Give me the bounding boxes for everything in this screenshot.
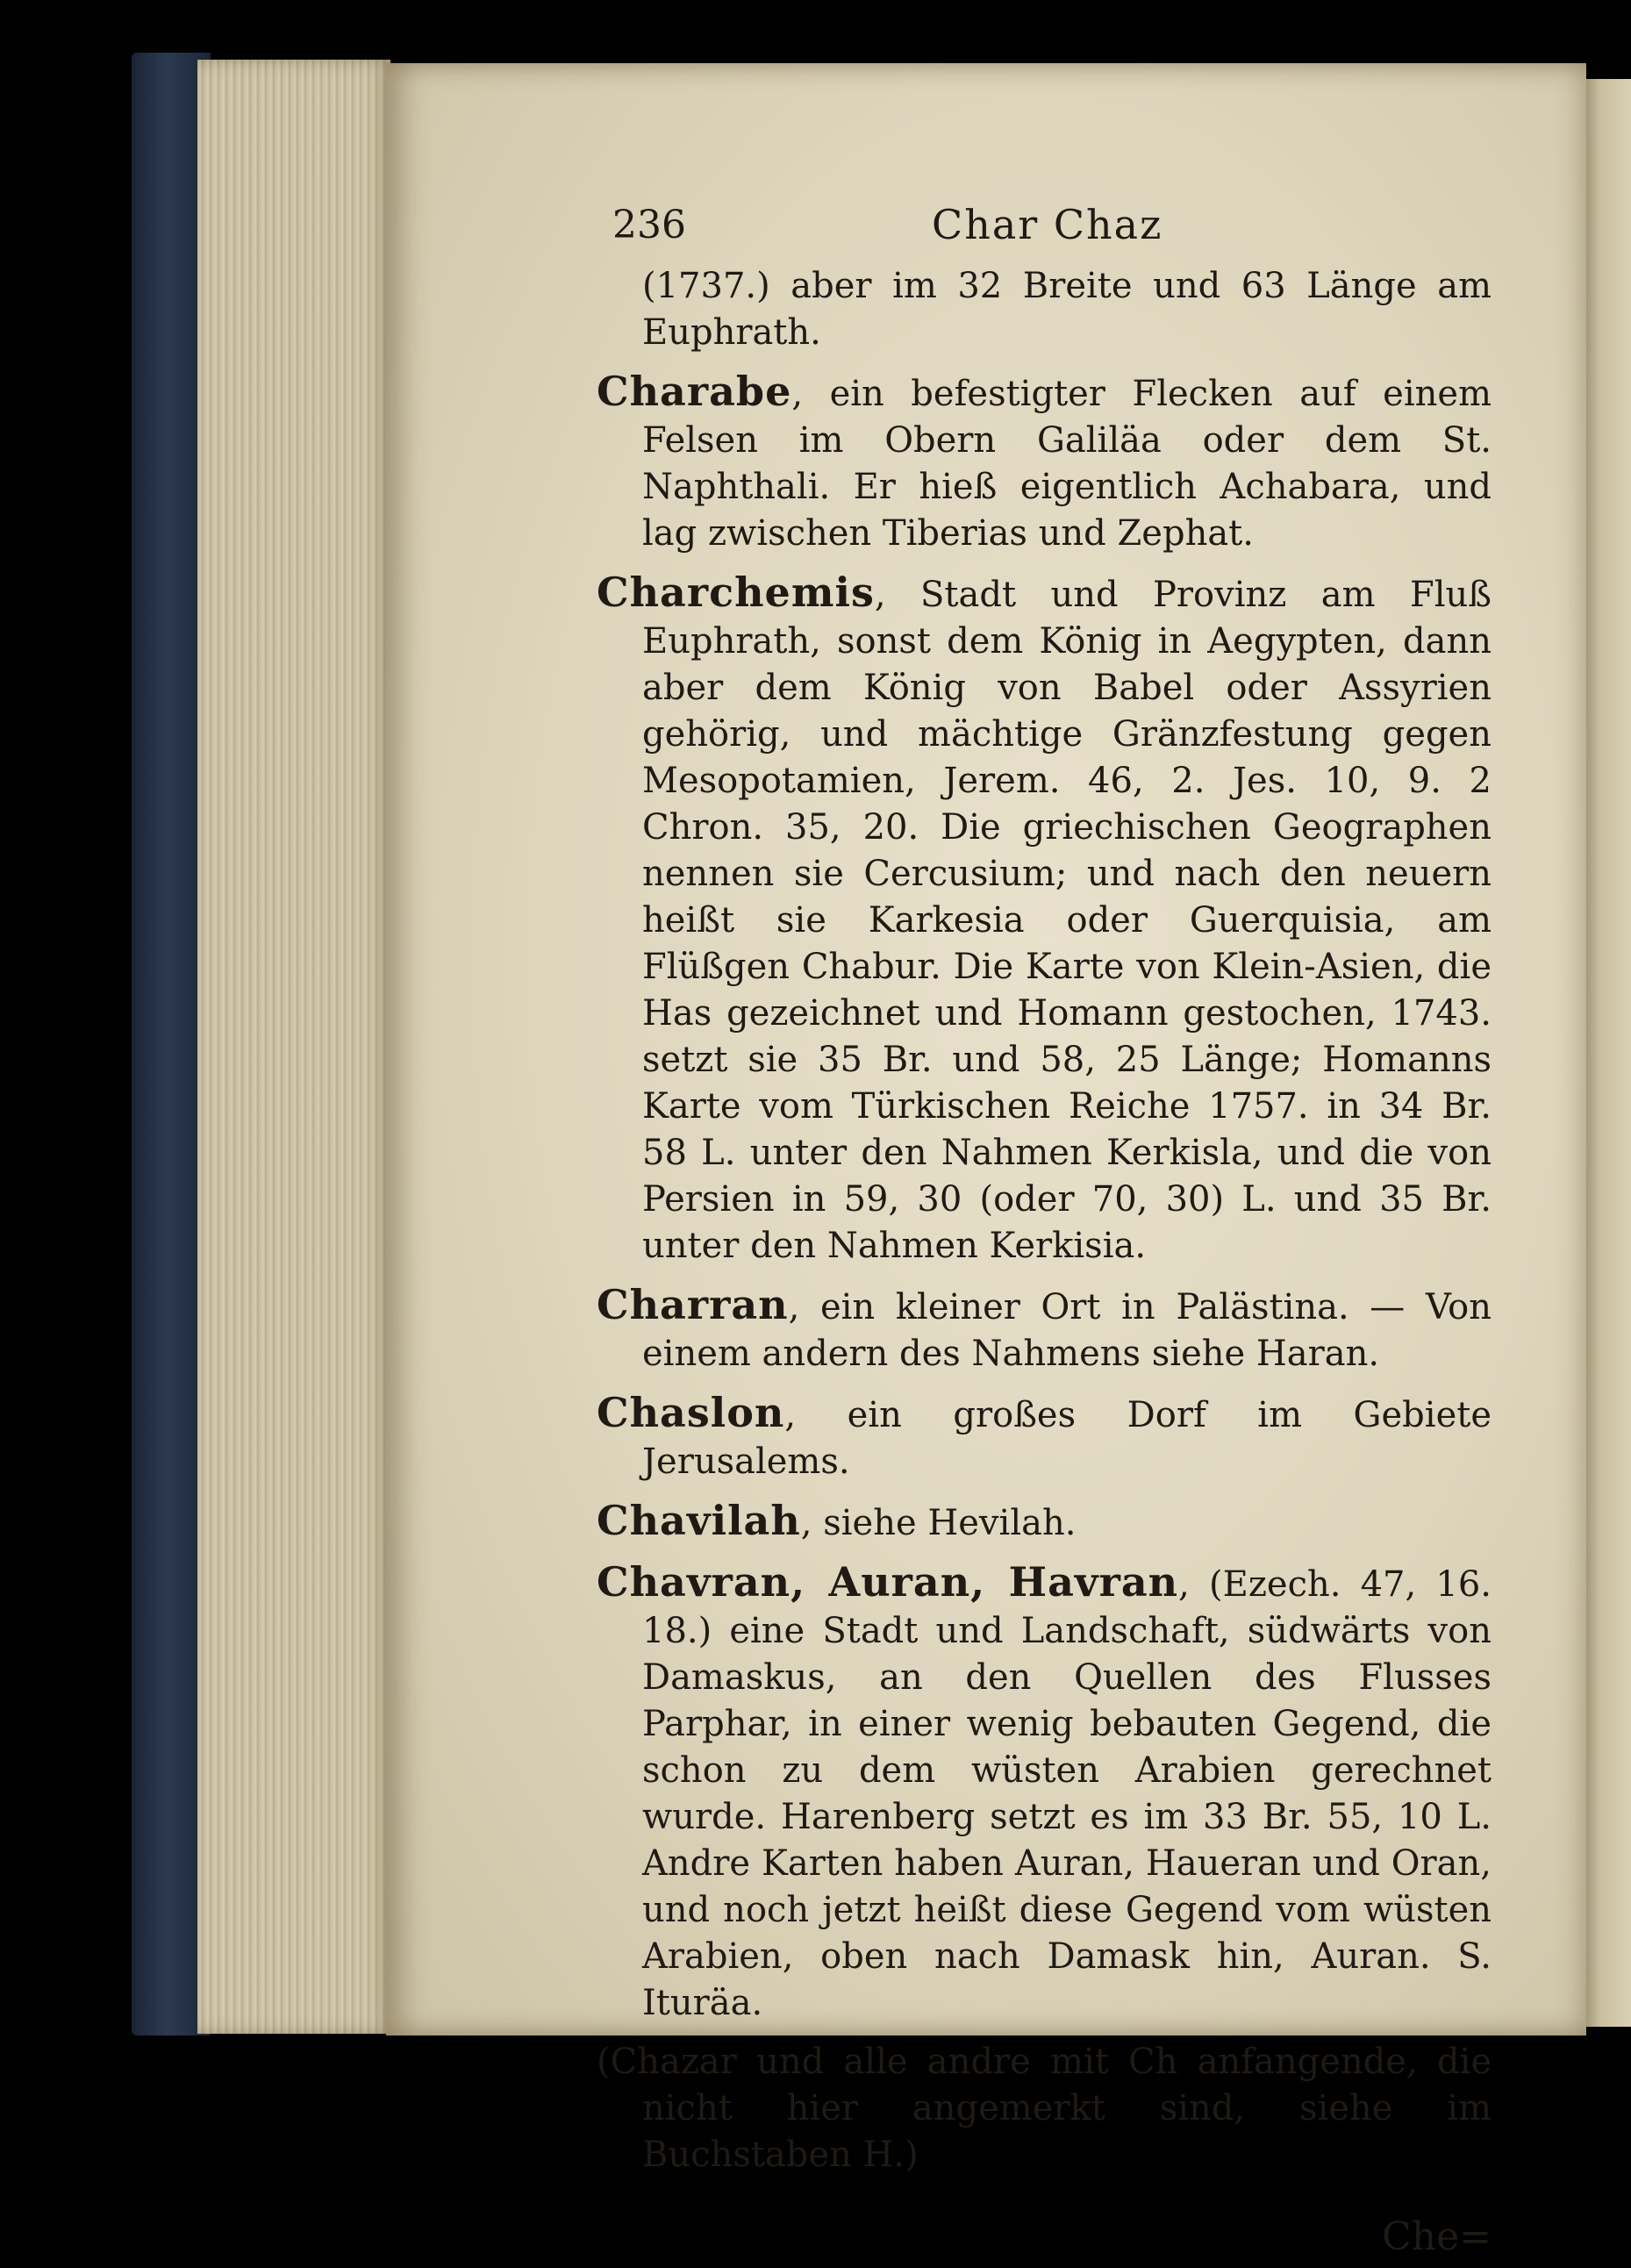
closing-note: (Chazar und alle andre mit Ch anfangende, die nicht hier angemerkt sind, siehe im Buchstaben H.) <box>597 2042 1492 2175</box>
page-number: 236 <box>612 203 686 247</box>
catchword: Che= <box>1382 2214 1492 2259</box>
entry-text: , ein kleiner Ort in Palästina. — Von einem andern des Nahmens siehe Haran. <box>642 1287 1492 1374</box>
running-head: Char Chaz <box>932 201 1163 248</box>
entry-text: , siehe Hevilah. <box>800 1503 1077 1543</box>
entry-lemma: Charchemis <box>597 569 875 616</box>
entry-text: , (Ezech. 47, 16. 18.) eine Stadt und Landschaft, südwärts von Damaskus, an den Quellen des Flusses Parphar, in einer wenig bebauten Gegend, die schon zu dem wüsten Arabien gerechnet wurde. Harenberg setzt es im 33 Br. 55, 10 L. Andre Karten haben Auran, Haueran und Oran, und noch jetzt heißt diese Gegend vom wüsten Arabien, oben nach Damask hin, Auran. S. Ituräa. <box>642 1564 1492 2023</box>
entry-chavilah <box>597 1498 1492 1547</box>
entry-chaslon <box>597 1390 1492 1485</box>
entry-lemma: Chavilah <box>597 1497 801 1544</box>
entry-chavran <box>597 1559 1492 2027</box>
entry-charchemis <box>597 569 1492 1270</box>
facing-page-edge <box>1579 79 1631 2027</box>
entry-text: , Stadt und Provinz am Fluß Euphrath, sonst dem König in Aegypten, dann aber dem König von Babel oder Assyrien gehörig, und mächtige Gränzfestung gegen Mesopotamien, Jerem. 46, 2. Jes. 10, 9. 2 Chron. 35, 20. Die griechischen Geographen nennen sie Cercusium; und nach den neuern heißt sie Karkesia oder Guerquisia, am Flüßgen Chabur. Die Karte von Klein-Asien, die Has gezeichnet und Homann gestochen, 1743. setzt sie 35 Br. und 58, 25 Länge; Homanns Karte vom Türkischen Reiche 1757. in 34 Br. 58 L. unter den Nahmen Kerkisla, und die von Persien in 59, 30 (oder 70, 30) L. und 35 Br. unter den Nahmen Kerkisia. <box>642 575 1492 1266</box>
entry-text: , ein großes Dorf im Gebiete Jerusalems. <box>642 1395 1492 1482</box>
page-stack-edges <box>197 60 390 2034</box>
entry-lemma: Chavran, Auran, Havran <box>597 1558 1179 1606</box>
entry-text: (1737.) aber im 32 Breite und 63 Länge am Euphrath. <box>642 266 1492 353</box>
page-text <box>597 202 1492 2260</box>
entry-charabe <box>597 368 1492 557</box>
entry-lemma: Charabe <box>597 368 792 415</box>
entry-charran <box>597 1282 1492 1377</box>
page-header <box>597 202 1492 263</box>
entry-text: , ein befestigter Flecken auf einem Felsen im Obern Galiläa oder dem St. Naphthali. Er hieß eigentlich Achabara, und lag zwischen Tiberias und Zephat. <box>642 374 1492 554</box>
entry-lemma: Charran <box>597 1281 789 1328</box>
entry-continuation <box>597 263 1492 356</box>
entry-lemma: Chaslon <box>597 1389 785 1436</box>
